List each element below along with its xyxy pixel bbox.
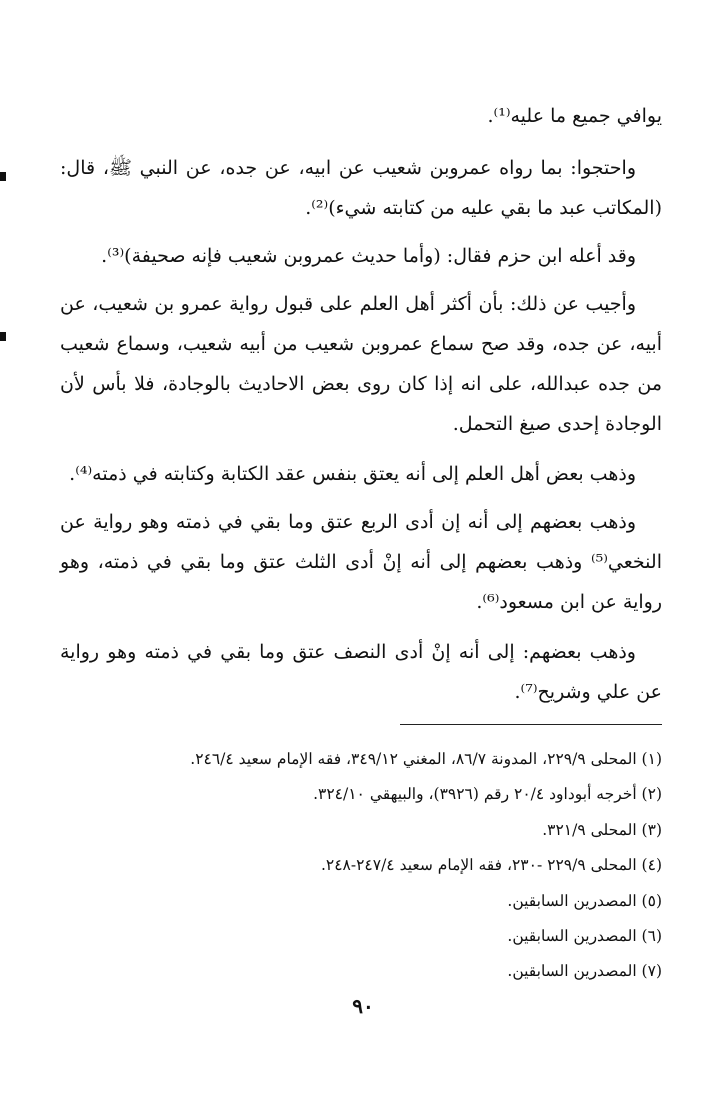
- body-paragraph-5: [60, 454, 662, 494]
- body-paragraph-4: [60, 284, 662, 444]
- footnote-6: (٦) المصدرين السابقين.: [507, 926, 662, 945]
- body-paragraph-2: [60, 148, 662, 228]
- page-number: ٩٠: [352, 994, 374, 1018]
- body-paragraph-7: [60, 632, 662, 712]
- footnote-5: (٥) المصدرين السابقين.: [507, 891, 662, 910]
- body-paragraph-6: [60, 502, 662, 622]
- paragraph-text: وذهب بعضهم: إلى أنه إنْ أدى النصف عتق وما بقي في ذمته وهو رواية عن علي وشريح⁽⁷⁾.: [60, 641, 662, 703]
- footnote-1: (١) المحلى ٢٢٩/٩، المدونة ٨٦/٧، المغني ٣٤٩/١٢، فقه الإمام سعيد ٢٤٦/٤.: [190, 750, 662, 768]
- paragraph-text: وذهب بعض أهل العلم إلى أنه يعتق بنفس عقد الكتابة وكتابته في ذمته⁽⁴⁾.: [69, 463, 636, 485]
- body-paragraph-1: [60, 96, 662, 136]
- footnote-7: (٧) المصدرين السابقين.: [507, 962, 662, 981]
- body-paragraph-3: [60, 236, 662, 276]
- footnote-3: (٣) المحلى ٣٢١/٩.: [542, 820, 662, 839]
- scan-edge-mark: [0, 332, 6, 341]
- paragraph-text: وأجيب عن ذلك: بأن أكثر أهل العلم على قبول رواية عمرو بن شعيب، عن أبيه، عن جده، وقد صح سماع عمروبن شعيب من أبيه شعيب، وسماع شعيب من جده عبدالله، على انه إذا كان روى بعض الاحاديث بالوجادة، فلا بأس لأن الوجادة إحدى صيغ التحمل.: [60, 293, 662, 435]
- paragraph-text: يوافي جميع ما عليه⁽¹⁾.: [487, 105, 662, 127]
- footnote-4: (٤) المحلى ٢٢٩/٩ -٢٣٠، فقه الإمام سعيد ٢٤٧/٤-٢٤٨.: [320, 856, 662, 875]
- footnotes-list: [60, 742, 662, 990]
- paragraph-text: وذهب بعضهم إلى أنه إن أدى الربع عتق وما بقي في ذمته وهو رواية عن النخعي⁽⁵⁾ وذهب بعضهم إلى أنه إنْ أدى الثلث عتق وما بقي في ذمته، وهو رواية عن ابن مسعود⁽⁶⁾.: [60, 511, 662, 613]
- scan-edge-mark: [0, 172, 6, 181]
- footnote-divider: [400, 724, 662, 725]
- footnote-2: (٢) أخرجه أبوداود ٢٠/٤ رقم (٣٩٢٦)، والبيهقي ٣٢٤/١٠.: [313, 785, 662, 804]
- paragraph-text: وقد أعله ابن حزم فقال: (وأما حديث عمروبن شعيب فإنه صحيفة)⁽³⁾.: [101, 245, 636, 267]
- paragraph-text: واحتجوا: بما رواه عمروبن شعيب عن ابيه، عن جده، عن النبي ﷺ، قال: (المكاتب عبد ما بقي عليه من كتابته شيء)⁽²⁾.: [60, 157, 662, 219]
